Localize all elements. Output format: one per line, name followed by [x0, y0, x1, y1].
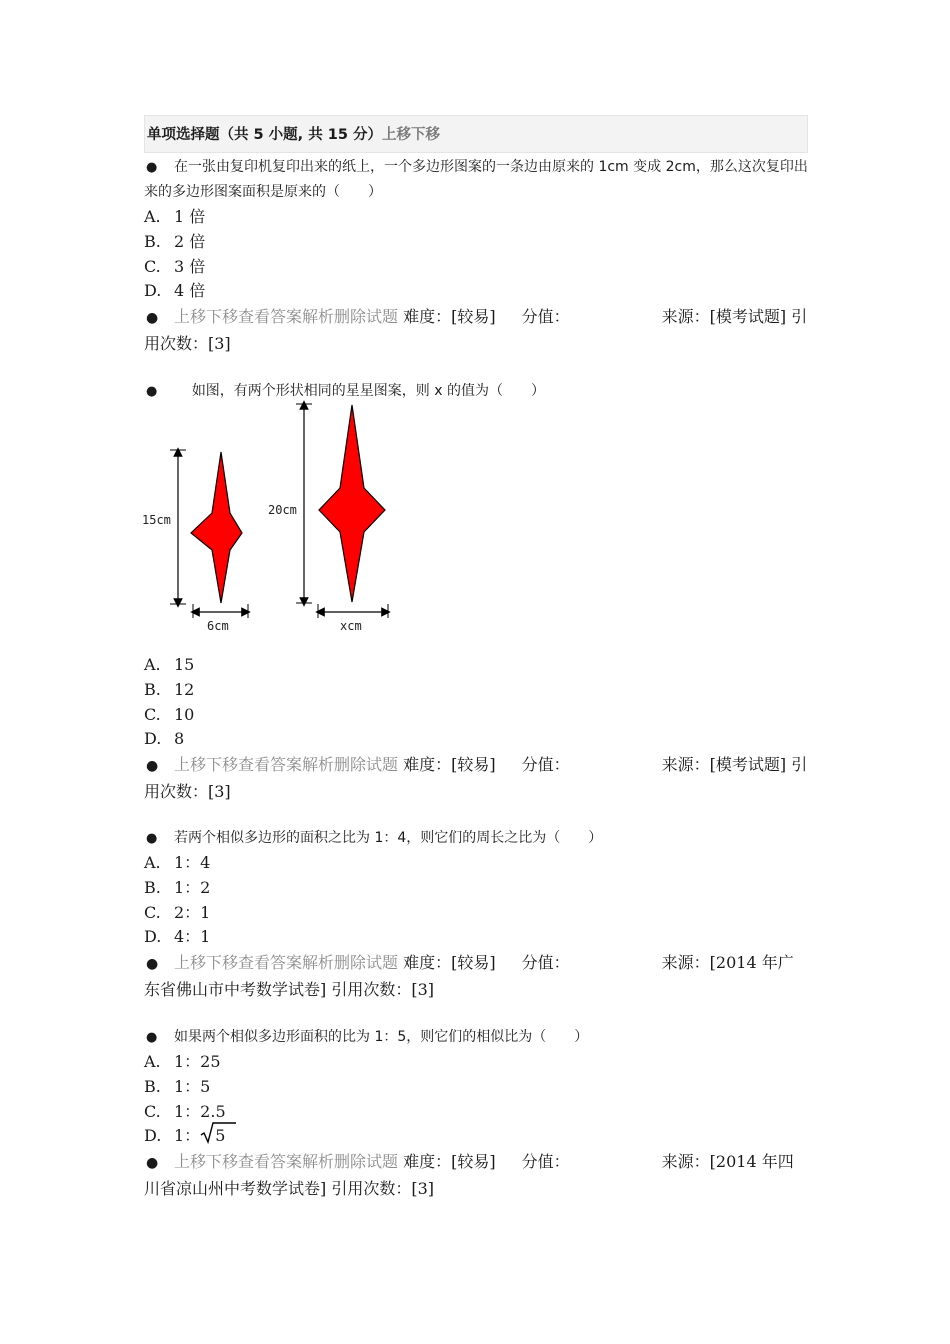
option-a[interactable]: A. 1 倍 [144, 207, 206, 226]
option-b[interactable]: B. 12 [144, 679, 195, 699]
option-b[interactable]: B. 1：5 [144, 1076, 211, 1096]
score-label: 分值： [521, 953, 570, 973]
option-d[interactable]: D. 1： 5 [144, 1124, 808, 1149]
section-header [144, 115, 808, 153]
option-c[interactable]: C. 10 [144, 704, 195, 724]
large-star-shape [319, 405, 385, 602]
citation-count: 引用次数：[3] [331, 1179, 435, 1199]
source-label: 来源：[模考试题] [661, 307, 787, 327]
option-c[interactable]: C. 3 倍 [144, 256, 206, 276]
option-b[interactable]: B. 1：2 [144, 877, 211, 897]
small-star-shape [191, 452, 242, 603]
question-stem: ● 在一张由复印机复印出来的纸上，一个多边形图案的一条边由原来的 1cm 变成 2cm，那么这次复印出来的多边形图案面积是原来的（ ） [144, 155, 808, 205]
delete-question-link[interactable]: 删除试题 [334, 755, 399, 775]
bullet-icon: ● [146, 831, 158, 846]
option-b[interactable]: B. 2 倍 [144, 231, 206, 251]
section-title: 单项选择题（共 5 小题, 共 15 分） [147, 127, 383, 143]
label-15cm: 15cm [142, 513, 171, 527]
question-meta [144, 752, 808, 804]
bullet-icon: ● [146, 160, 158, 175]
question-meta [144, 304, 808, 356]
view-answer-link[interactable]: 查看答案解析 [238, 307, 335, 327]
bullet-icon: ● [146, 758, 159, 775]
bullet-icon: ● [146, 1155, 159, 1172]
move-up-link[interactable]: 上移 [174, 953, 207, 973]
question-3 [144, 826, 808, 1002]
section-move-link[interactable]: 上移下移 [382, 127, 441, 143]
view-answer-link[interactable]: 查看答案解析 [238, 755, 335, 775]
view-answer-link[interactable]: 查看答案解析 [238, 953, 335, 973]
difficulty-label: 难度：[较易] [403, 307, 496, 327]
move-up-link[interactable]: 上移 [174, 1152, 207, 1172]
difficulty-label: 难度：[较易] [403, 755, 496, 775]
score-label: 分值： [521, 755, 570, 775]
option-a[interactable]: A. 1：25 [144, 1052, 221, 1071]
move-down-link[interactable]: 下移 [206, 307, 239, 327]
difficulty-label: 难度：[较易] [403, 953, 496, 973]
source-label: 来源：[2014 年四川省凉山州中考数学试卷] [144, 1152, 794, 1199]
option-a[interactable]: A. 1：4 [144, 853, 211, 872]
option-d[interactable]: D. 4：1 [144, 927, 211, 947]
citation-count: 引用次数：[3] [331, 980, 435, 1000]
option-c[interactable]: C. 2：1 [144, 902, 211, 922]
delete-question-link[interactable]: 删除试题 [334, 953, 399, 973]
difficulty-label: 难度：[较易] [403, 1152, 496, 1172]
delete-question-link[interactable]: 删除试题 [334, 307, 399, 327]
question-meta [144, 1149, 808, 1201]
score-label: 分值： [521, 1152, 570, 1172]
option-d[interactable]: D. 4 倍 [144, 281, 206, 301]
bullet-icon: ● [146, 956, 159, 973]
option-d[interactable]: D. 8 [144, 729, 185, 749]
source-label: 来源：[2014 年广东省佛山市中考数学试卷] [144, 953, 794, 1000]
question-2-options [144, 653, 808, 804]
question-stem: ● 如果两个相似多边形面积的比为 1：5，则它们的相似比为（ ） [144, 1025, 808, 1050]
move-up-link[interactable]: 上移 [174, 307, 207, 327]
label-20cm: 20cm [268, 503, 297, 517]
move-down-link[interactable]: 下移 [206, 1152, 239, 1172]
view-answer-link[interactable]: 查看答案解析 [238, 1152, 335, 1172]
question-meta [144, 950, 808, 1002]
question-stem: ● 若两个相似多边形的面积之比为 1：4，则它们的周长之比为（ ） [144, 826, 808, 851]
delete-question-link[interactable]: 删除试题 [334, 1152, 399, 1172]
label-6cm: 6cm [207, 619, 229, 633]
citation-count: 引用次数：[3] [144, 755, 808, 802]
move-up-link[interactable]: 上移 [174, 755, 207, 775]
question-4 [144, 1025, 808, 1201]
label-xcm: xcm [340, 619, 362, 633]
bullet-icon: ● [146, 384, 158, 399]
bullet-icon: ● [146, 1030, 158, 1045]
question-1 [144, 155, 808, 356]
move-down-link[interactable]: 下移 [206, 755, 239, 775]
source-label: 来源：[模考试题] [661, 755, 787, 775]
option-c[interactable]: C. 1：2.5 [144, 1101, 226, 1121]
bullet-icon: ● [146, 310, 159, 327]
radical-sign-icon [200, 1120, 236, 1146]
option-a[interactable]: A. 15 [144, 655, 195, 674]
sqrt-expression: 5 [200, 1124, 225, 1149]
star-figure [138, 400, 398, 636]
move-down-link[interactable]: 下移 [206, 953, 239, 973]
citation-count: 引用次数：[3] [144, 307, 808, 354]
score-label: 分值： [521, 307, 570, 327]
question-stem: ● 如图，有两个形状相同的星星图案，则 x 的值为（ ） [144, 379, 808, 404]
